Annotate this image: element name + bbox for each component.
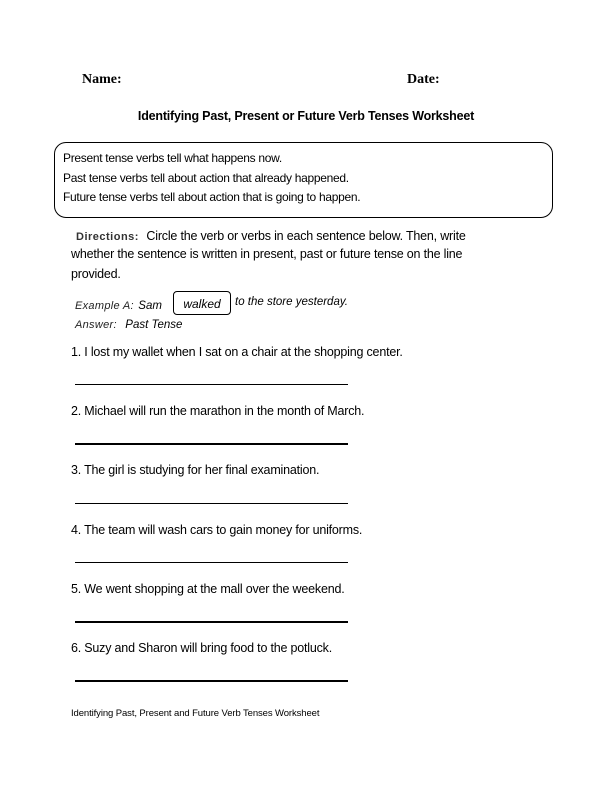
example-after: to the store yesterday. bbox=[235, 296, 348, 308]
answer-line-3[interactable] bbox=[75, 503, 348, 504]
answer-line-4[interactable] bbox=[75, 562, 348, 563]
definition-future: Future tense verbs tell about action that is going to happen. bbox=[63, 190, 361, 204]
question-6: 6. Suzy and Sharon will bring food to the potluck. bbox=[71, 641, 332, 655]
example-label: Example A: bbox=[75, 300, 134, 312]
page-title: Identifying Past, Present or Future Verb Tenses Worksheet bbox=[137, 109, 475, 123]
question-3: 3. The girl is studying for her final examination. bbox=[71, 463, 320, 477]
definition-present: Present tense verbs tell what happens now. bbox=[63, 151, 282, 165]
directions-text-1: Circle the verb or verbs in each sentence below. Then, write bbox=[146, 229, 466, 243]
directions-text-3: provided. bbox=[71, 267, 121, 281]
answer-label: Answer: bbox=[75, 319, 117, 331]
page-footer: Identifying Past, Present and Future Verb Tenses Worksheet bbox=[71, 708, 320, 719]
example-answer bbox=[75, 315, 182, 333]
directions-text-2: whether the sentence is written in present, past or future tense on the line bbox=[71, 247, 463, 261]
answer-line-2[interactable] bbox=[75, 443, 348, 445]
answer-line-5[interactable] bbox=[75, 621, 348, 623]
definition-past: Past tense verbs tell about action that already happened. bbox=[63, 171, 349, 185]
name-label: Name: bbox=[82, 72, 122, 87]
question-1: 1. I lost my wallet when I sat on a chair at the shopping center. bbox=[71, 345, 403, 359]
example bbox=[75, 296, 162, 314]
example-before: Sam bbox=[138, 300, 162, 312]
example-circled-verb: walked bbox=[173, 291, 231, 315]
answer-line-1[interactable] bbox=[75, 384, 348, 385]
question-2: 2. Michael will run the marathon in the month of March. bbox=[71, 404, 365, 418]
directions bbox=[76, 227, 466, 245]
question-4: 4. The team will wash cars to gain money for uniforms. bbox=[71, 523, 363, 537]
directions-label: Directions: bbox=[76, 231, 139, 243]
question-5: 5. We went shopping at the mall over the weekend. bbox=[71, 582, 345, 596]
date-label: Date: bbox=[407, 72, 440, 87]
answer-value: Past Tense bbox=[125, 319, 183, 331]
answer-line-6[interactable] bbox=[75, 680, 348, 682]
